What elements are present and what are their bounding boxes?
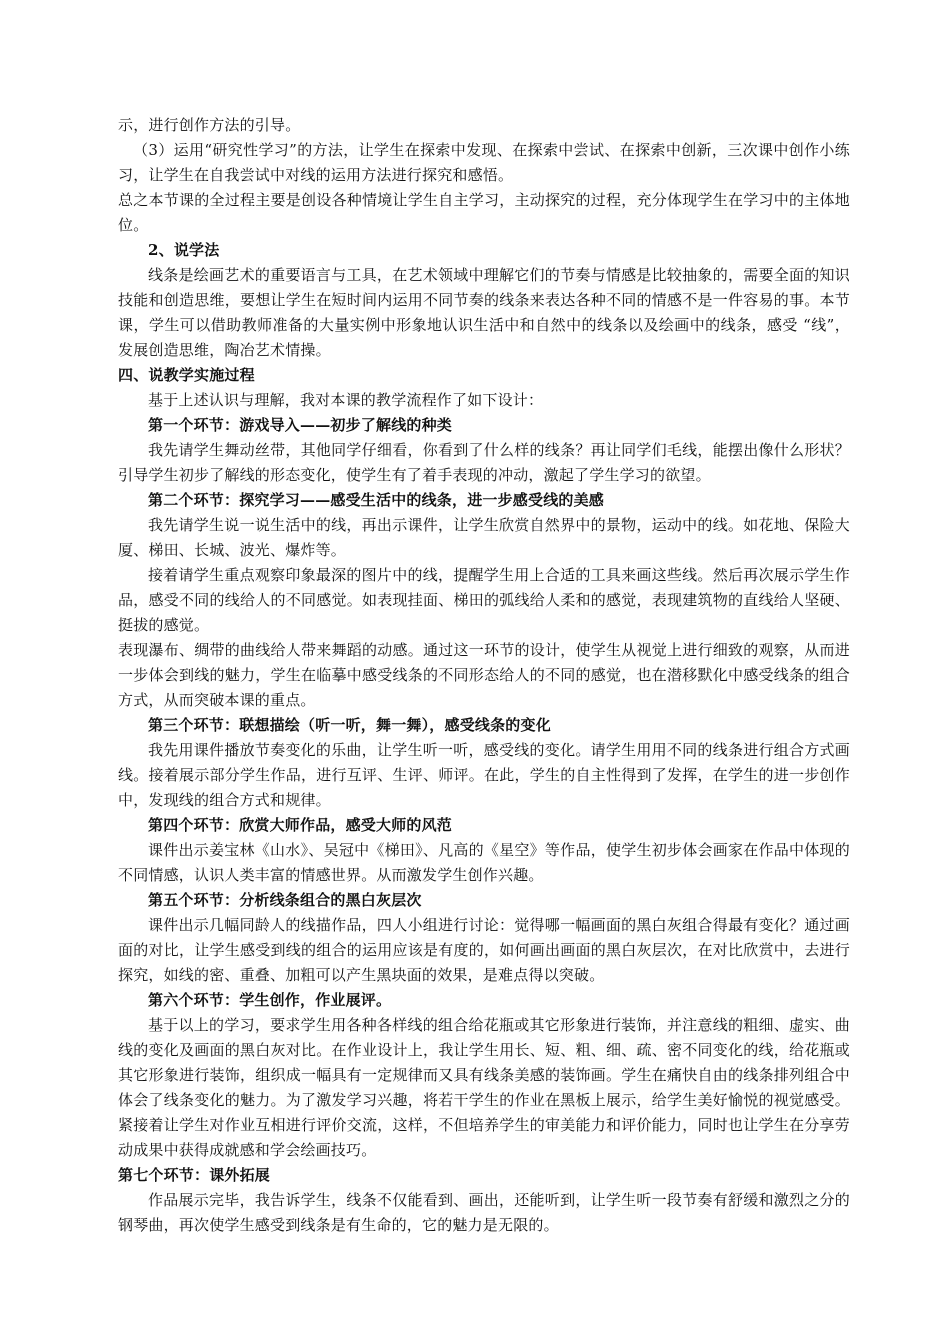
paragraph-step-2-a: 我先请学生说一说生活中的线，再出示课件，让学生欣赏自然界中的景物，运动中的线。如花地、保险大厦、梯田、长城、波光、爆炸等。 — [118, 516, 850, 559]
paragraph-step-3: 我先用课件播放节奏变化的乐曲，让学生听一听，感受线的变化。请学生用用不同的线条进行组合方式画线。接着展示部分学生作品，进行互评、生评、师评。在此，学生的自主性得到了发挥，在学生的进一步创作中，发现线的组合方式和规律。 — [118, 741, 850, 809]
heading-step-7: 第七个环节：课外拓展 — [118, 1166, 271, 1184]
paragraph-step-2-c: 表现瀑布、绸带的曲线给人带来舞蹈的动感。通过这一环节的设计，使学生从视觉上进行细致的观察，从而进一步体会到线的魅力，学生在临摹中感受线条的不同形态给人的不同的感觉，也在潜移默化中感受线条的组合方式，从而突破本课的重点。 — [118, 641, 850, 709]
paragraph-process-intro: 基于上述认识与理解，我对本课的教学流程作了如下设计： — [148, 391, 544, 409]
heading-step-1: 第一个环节：游戏导入——初步了解线的种类 — [148, 416, 453, 434]
heading-step-2: 第二个环节：探究学习——感受生活中的线条，进一步感受线的美感 — [148, 491, 605, 509]
paragraph-summary: 总之本节课的全过程主要是创设各种情境让学生自主学习，主动探究的过程，充分体现学生在学习中的主体地位。 — [118, 191, 850, 234]
heading-step-3: 第三个环节：联想描绘（听一听，舞一舞），感受线条的变化 — [148, 716, 551, 734]
heading-step-4: 第四个环节：欣赏大师作品，感受大师的风范 — [148, 816, 453, 834]
paragraph-method-guidance-end: 示，进行创作方法的引导。 — [118, 116, 301, 134]
heading-step-6: 第六个环节：学生创作，作业展评。 — [148, 991, 392, 1009]
heading-teaching-process: 四、说教学实施过程 — [118, 366, 255, 384]
heading-step-5: 第五个环节：分析线条组合的黑白灰层次 — [148, 891, 422, 909]
paragraph-step-2-b: 接着请学生重点观察印象最深的图片中的线，提醒学生用上合适的工具来画这些线。然后再次展示学生作品，感受不同的线给人的不同感觉。如表现挂面、梯田的弧线给人柔和的感觉，表现建筑物的直线给人坚硬、挺拔的感觉。 — [118, 566, 850, 634]
paragraph-step-6: 基于以上的学习，要求学生用各种各样线的组合给花瓶或其它形象进行装饰，并注意线的粗细、虚实、曲线的变化及画面的黑白灰对比。在作业设计上，我让学生用长、短、粗、细、疏、密不同变化的线，给花瓶或其它形象进行装饰，组织成一幅具有一定规律而又具有线条美感的装饰画。学生在痛快自由的线条排列组合中体会了线条变化的魅力。为了激发学习兴趣，将若干学生的作业在黑板上展示，给学生美好愉悦的视觉感受。紧接着让学生对作业互相进行评价交流，这样，不但培养学生的审美能力和评价能力，同时也让学生在分享劳动成果中获得成就感和学会绘画技巧。 — [118, 1016, 850, 1159]
heading-learning-method: 2、说学法 — [148, 241, 220, 259]
document-page — [118, 113, 850, 1238]
paragraph-learning-method: 线条是绘画艺术的重要语言与工具，在艺术领域中理解它们的节奏与情感是比较抽象的，需要全面的知识技能和创造思维，要想让学生在短时间内运用不同节奏的线条来表达各种不同的情感不是一件容易的事。本节课，学生可以借助教师准备的大量实例中形象地认识生活中和自然中的线条以及绘画中的线条，感受 “线”，发展创造思维，陶冶艺术情操。 — [118, 266, 850, 359]
paragraph-step-1: 我先请学生舞动丝带，其他同学仔细看，你看到了什么样的线条？再让同学们毛线，能摆出像什么形状？引导学生初步了解线的形态变化，使学生有了着手表现的冲动，激起了学生学习的欲望。 — [118, 441, 850, 484]
paragraph-step-5: 课件出示几幅同龄人的线描作品，四人小组进行讨论：觉得哪一幅画面的黑白灰组合得最有变化？通过画面的对比，让学生感受到线的组合的运用应该是有度的，如何画出画面的黑白灰层次，在对比欣赏中，去进行探究，如线的密、重叠、加粗可以产生黑块面的效果，是难点得以突破。 — [118, 916, 850, 984]
paragraph-step-7: 作品展示完毕，我告诉学生，线条不仅能看到、画出，还能听到，让学生听一段节奏有舒缓和激烈之分的钢琴曲，再次使学生感受到线条是有生命的，它的魅力是无限的。 — [118, 1191, 850, 1234]
paragraph-step-4: 课件出示姜宝林《山水》、吴冠中《梯田》、凡高的《星空》等作品，使学生初步体会画家在作品中体现的不同情感，认识人类丰富的情感世界。从而激发学生创作兴趣。 — [118, 841, 850, 884]
paragraph-research-learning: （3）运用“研究性学习”的方法，让学生在探索中发现、在探索中尝试、在探索中创新，三次课中创作小练习，让学生在自我尝试中对线的运用方法进行探究和感悟。 — [118, 141, 850, 184]
